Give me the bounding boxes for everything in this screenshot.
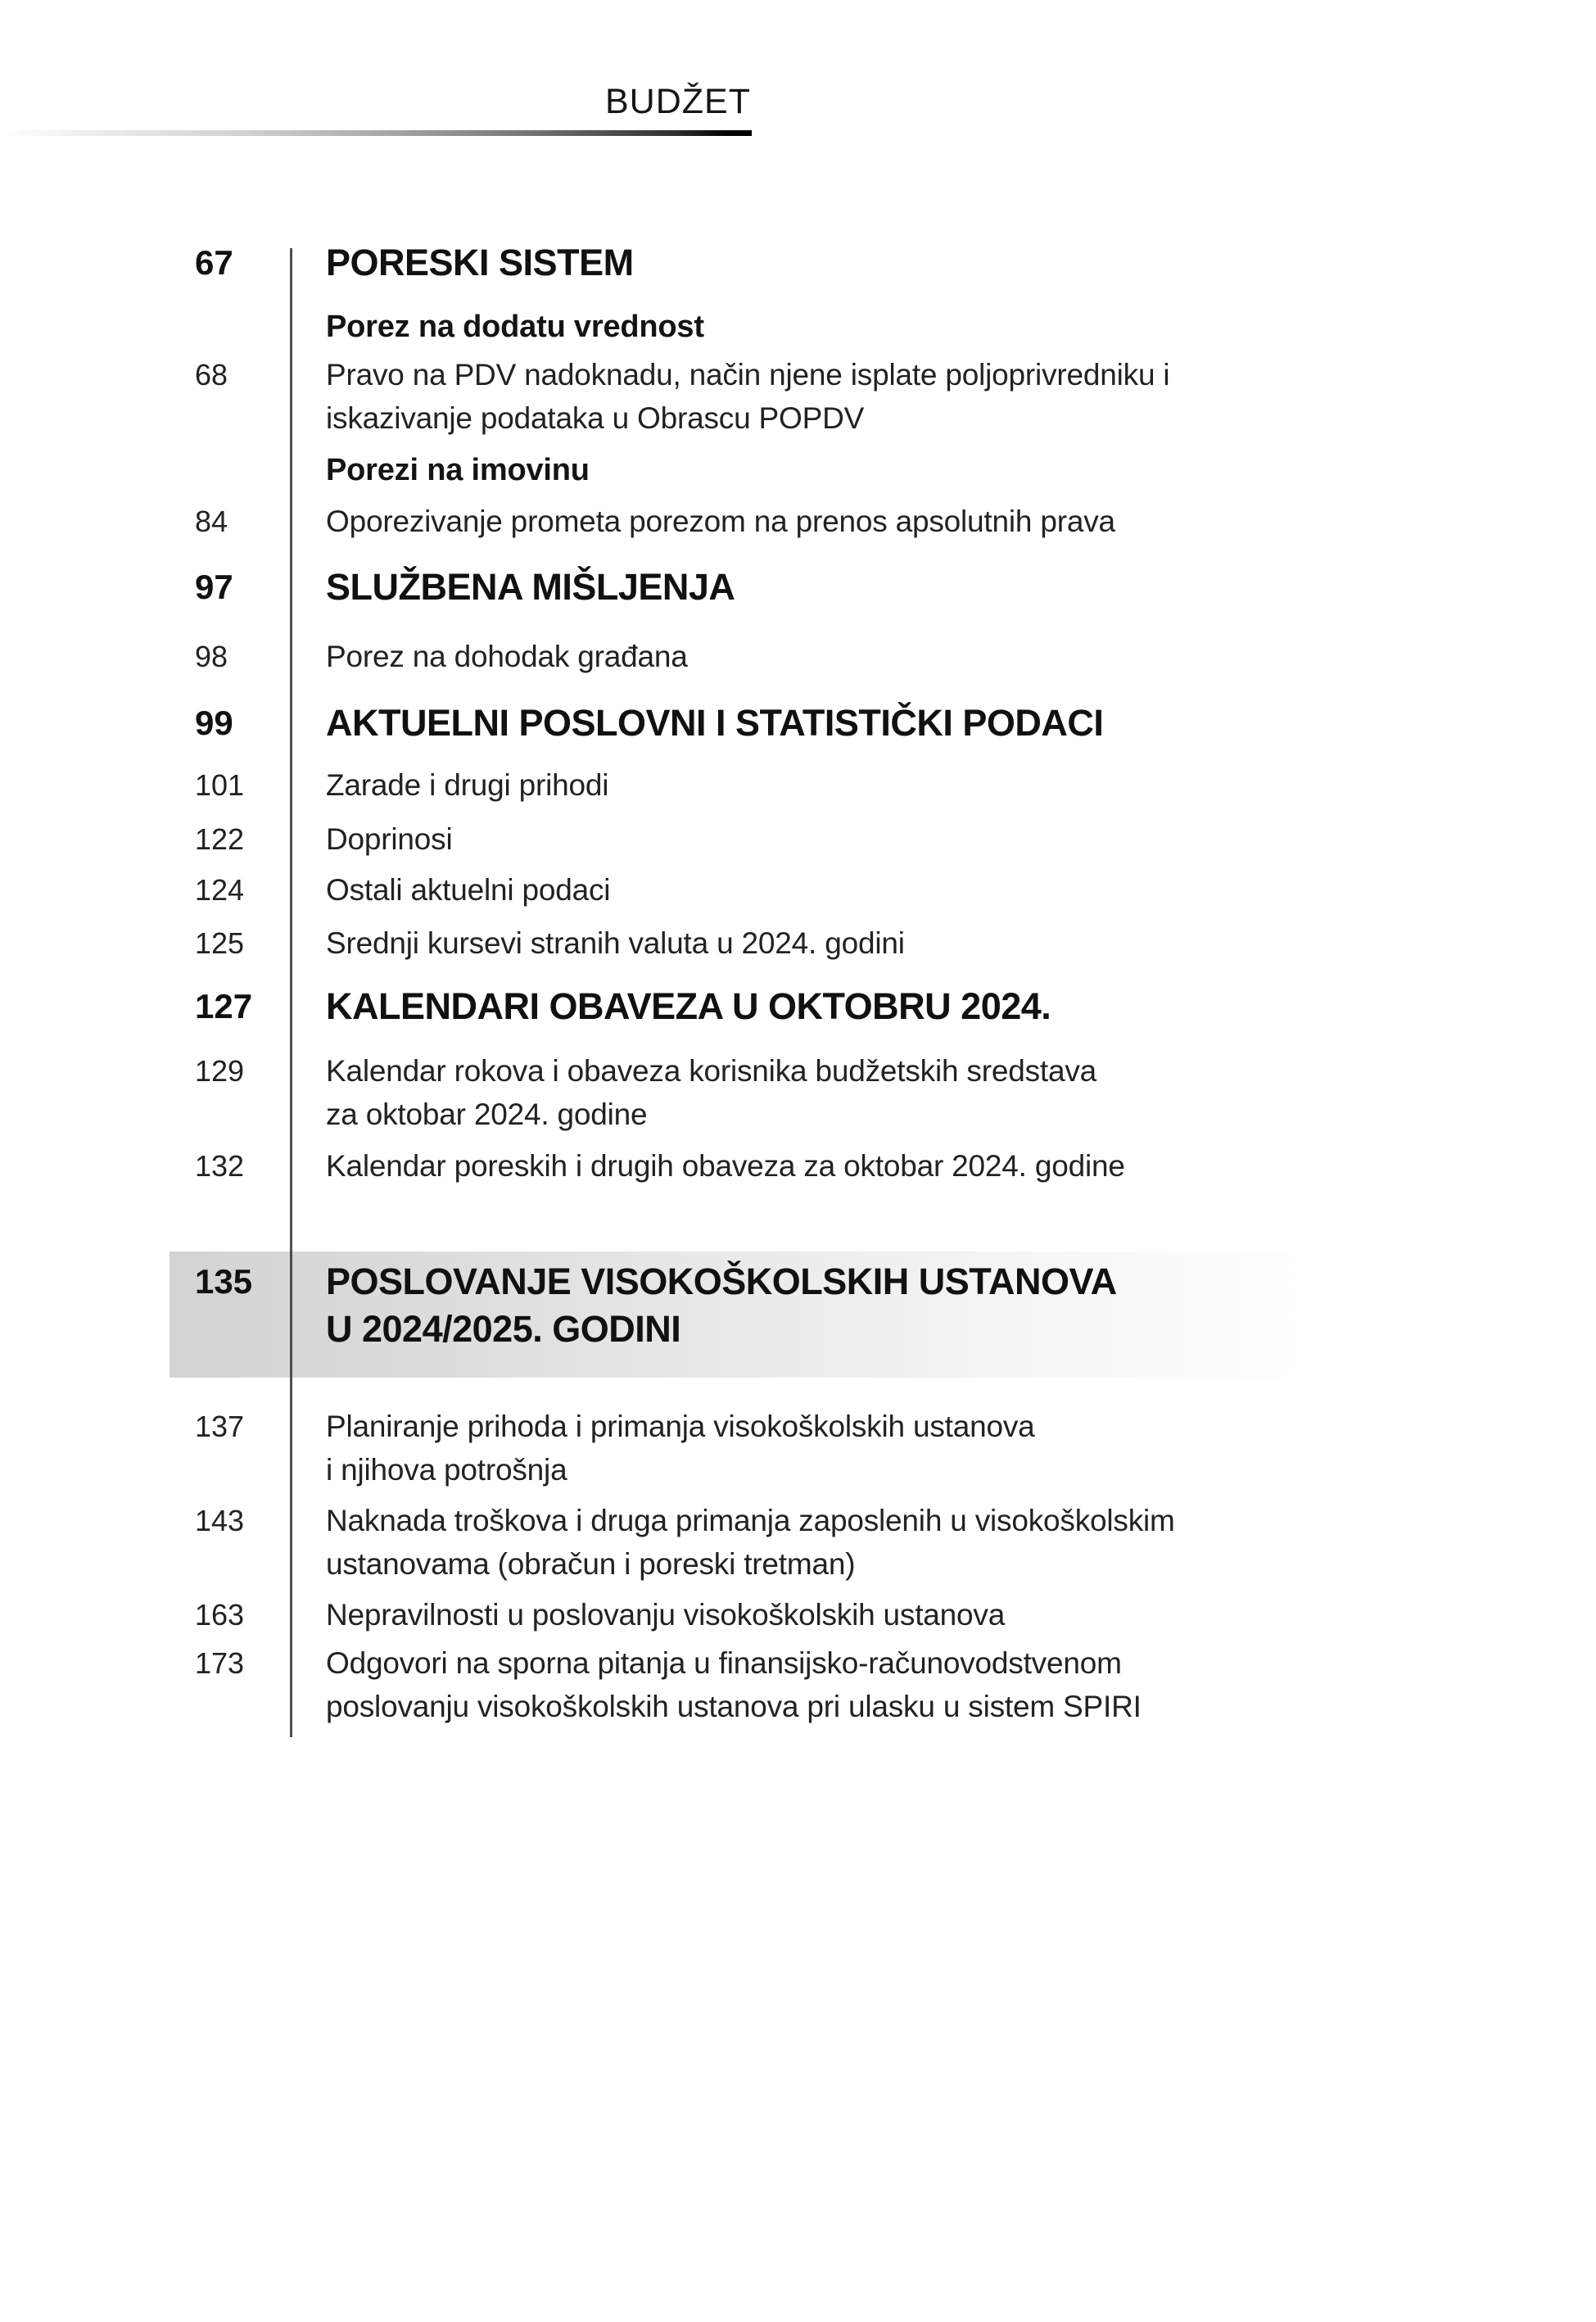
toc-page-number: 67 [195,243,233,282]
toc-entry-title-line: Kalendar poreskih i drugih obaveza za oktobar 2024. godine [326,1149,1125,1183]
toc-entry-title-line: Oporezivanje prometa porezom na prenos apsolutnih prava [326,505,1115,538]
toc-section-title: PORESKI SISTEM [326,242,634,283]
toc-page-number: 143 [195,1504,245,1537]
toc-entry-title-line: i njihova potrošnja [326,1453,567,1487]
toc-entry-title-line: Doprinosi [326,822,453,856]
toc-entry-title-line: iskazivanje podataka u Obrascu POPDV [326,401,865,435]
toc-page-number: 163 [195,1598,245,1632]
toc-page-number: 173 [195,1646,245,1680]
toc-page-number: 124 [195,873,245,907]
toc-entry-title-line: Nepravilnosti u poslovanju visokoškolskih ustanova [326,1598,1006,1632]
toc-page-number: 101 [195,768,245,802]
toc-entry-title-line: Zarade i drugi prihodi [326,768,609,802]
toc-entry-title-line: Odgovori na sporna pitanja u finansijsko-računovodstvenom [326,1646,1122,1680]
toc-entry-title-line: Naknada troškova i druga primanja zaposlenih u visokoškolskim [326,1504,1175,1537]
toc-entry-title-line: za oktobar 2024. godine [326,1098,648,1131]
toc-page-number: 137 [195,1410,245,1443]
toc-section-title: SLUŽBENA MIŠLJENJA [326,566,735,608]
toc-entry-title-line: ustanovama (obračun i poreski tretman) [326,1547,856,1581]
toc-entry-title-line: poslovanju visokoškolskih ustanova pri ulasku u sistem SPIRI [326,1690,1142,1723]
header-gradient-rule [0,130,752,136]
toc-entry-title-line: Srednji kursevi stranih valuta u 2024. godini [326,926,905,960]
toc-entry-title-line: Porez na dohodak građana [326,640,688,673]
toc-entry-title-line: Ostali aktuelni podaci [326,873,611,907]
toc-section-title-line: U 2024/2025. GODINI [326,1308,681,1350]
toc-page-number: 132 [195,1149,245,1183]
toc-page-number: 129 [195,1054,245,1088]
page-header-title: BUDŽET [605,82,751,121]
toc-section-title-line: POSLOVANJE VISOKOŠKOLSKIH USTANOVA [326,1261,1117,1302]
toc-page-number: 68 [195,358,228,392]
toc-page-number: 98 [195,640,228,673]
toc-page-number: 125 [195,926,245,960]
toc-page-number: 135 [195,1262,253,1301]
toc-subheading-title: Porezi na imovinu [326,453,590,487]
toc-page-number: 99 [195,704,233,742]
toc-page-number: 127 [195,987,253,1025]
toc-page-number: 97 [195,568,233,606]
toc-section-title: KALENDARI OBAVEZA U OKTOBRU 2024. [326,985,1051,1027]
toc-entry-title-line: Pravo na PDV nadoknadu, način njene isplate poljoprivredniku i [326,358,1170,392]
toc-vertical-divider [290,248,292,1737]
toc-subheading-title: Porez na dodatu vrednost [326,310,704,344]
toc-page-number: 122 [195,822,245,856]
toc-entry-title-line: Kalendar rokova i obaveza korisnika budžetskih sredstava [326,1054,1097,1088]
toc-entry-title-line: Planiranje prihoda i primanja visokoškolskih ustanova [326,1410,1035,1443]
toc-page-number: 84 [195,505,228,538]
toc-section-title: AKTUELNI POSLOVNI I STATISTIČKI PODACI [326,702,1104,744]
